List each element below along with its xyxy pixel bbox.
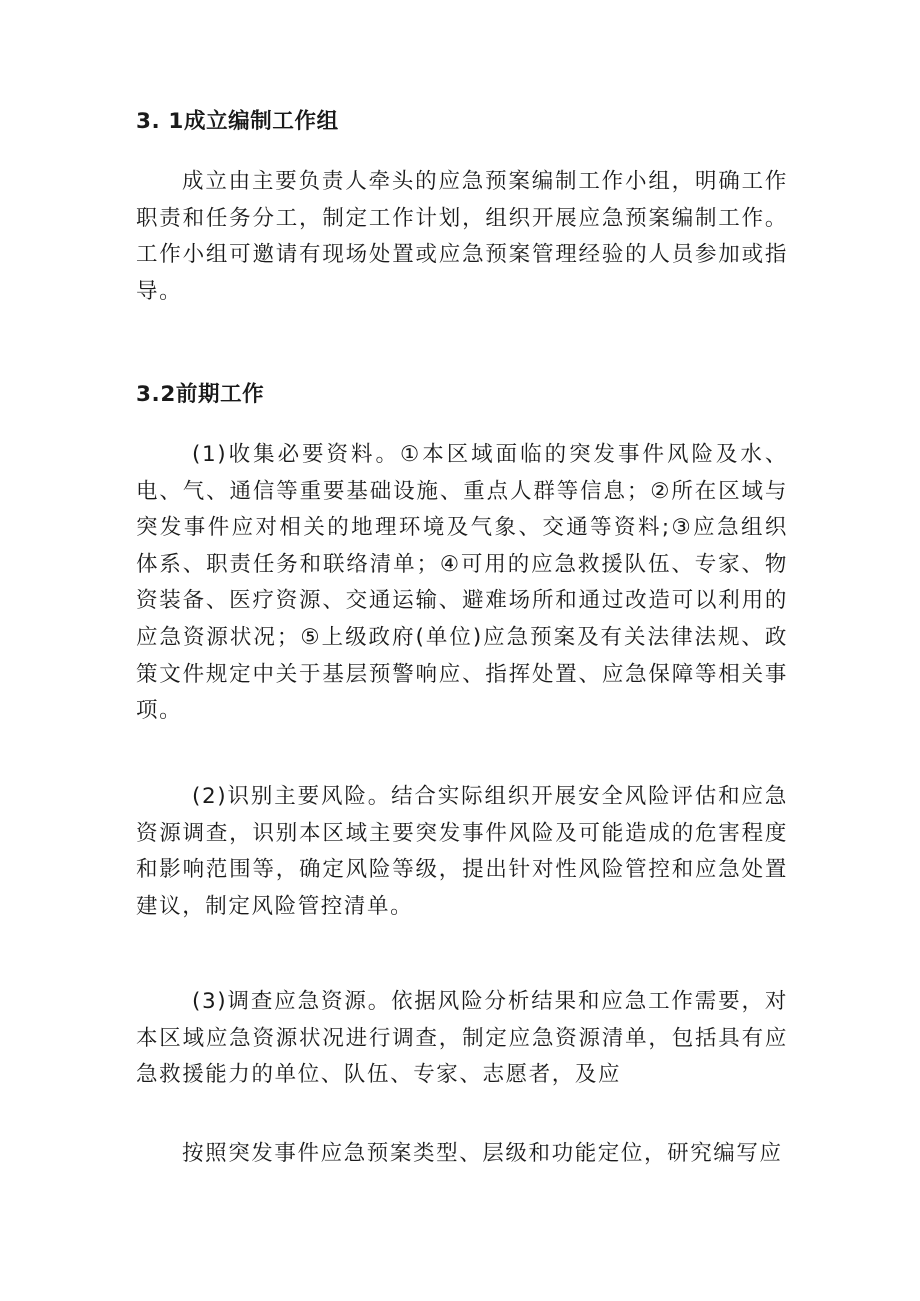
paragraph-working-group: 成立由主要负责人牵头的应急预案编制工作小组，明确工作职责和任务分工，制定工作计划，组织开展应急预案编制工作。工作小组可邀请有现场处置或应急预案管理经验的人员参加或指导。 bbox=[136, 169, 788, 304]
paragraph-collect-materials: (1)收集必要资料。①本区域面临的突发事件风险及水、电、气、通信等重要基础设施、重点人群等信息；②所在区域与突发事件应对相关的地理环境及气象、交通等资料;③应急组织体系、职责任务和联络清单；④可用的应急救援队伍、专家、物资装备、医疗资源、交通运输、避难场所和通过改造可以利用的应急资源状况；⑤上级政府(单位)应急预案及有关法律法规、政策文件规定中关于基层预警响应、指挥处置、应急保障等相关事项。 bbox=[136, 442, 788, 724]
paragraph-survey-resources: (3)调查应急资源。依据风险分析结果和应急工作需要，对本区域应急资源状况进行调查，制定应急资源清单，包括具有应急救援能力的单位、队伍、专家、志愿者，及应 bbox=[136, 989, 788, 1088]
paragraph-identify-risks: (2)识别主要风险。结合实际组织开展安全风险评估和应急资源调查，识别本区域主要突发事件风险及可能造成的危害程度和影响范围等，确定风险等级，提出针对性风险管控和应急处置建议，制定风险管控清单。 bbox=[136, 784, 788, 919]
paragraph-trailing: 按照突发事件应急预案类型、层级和功能定位，研究编写应 bbox=[182, 1141, 783, 1166]
section-heading-3-2: 3.2前期工作 bbox=[136, 382, 265, 407]
section-heading-3-1: 3. 1成立编制工作组 bbox=[136, 109, 339, 134]
